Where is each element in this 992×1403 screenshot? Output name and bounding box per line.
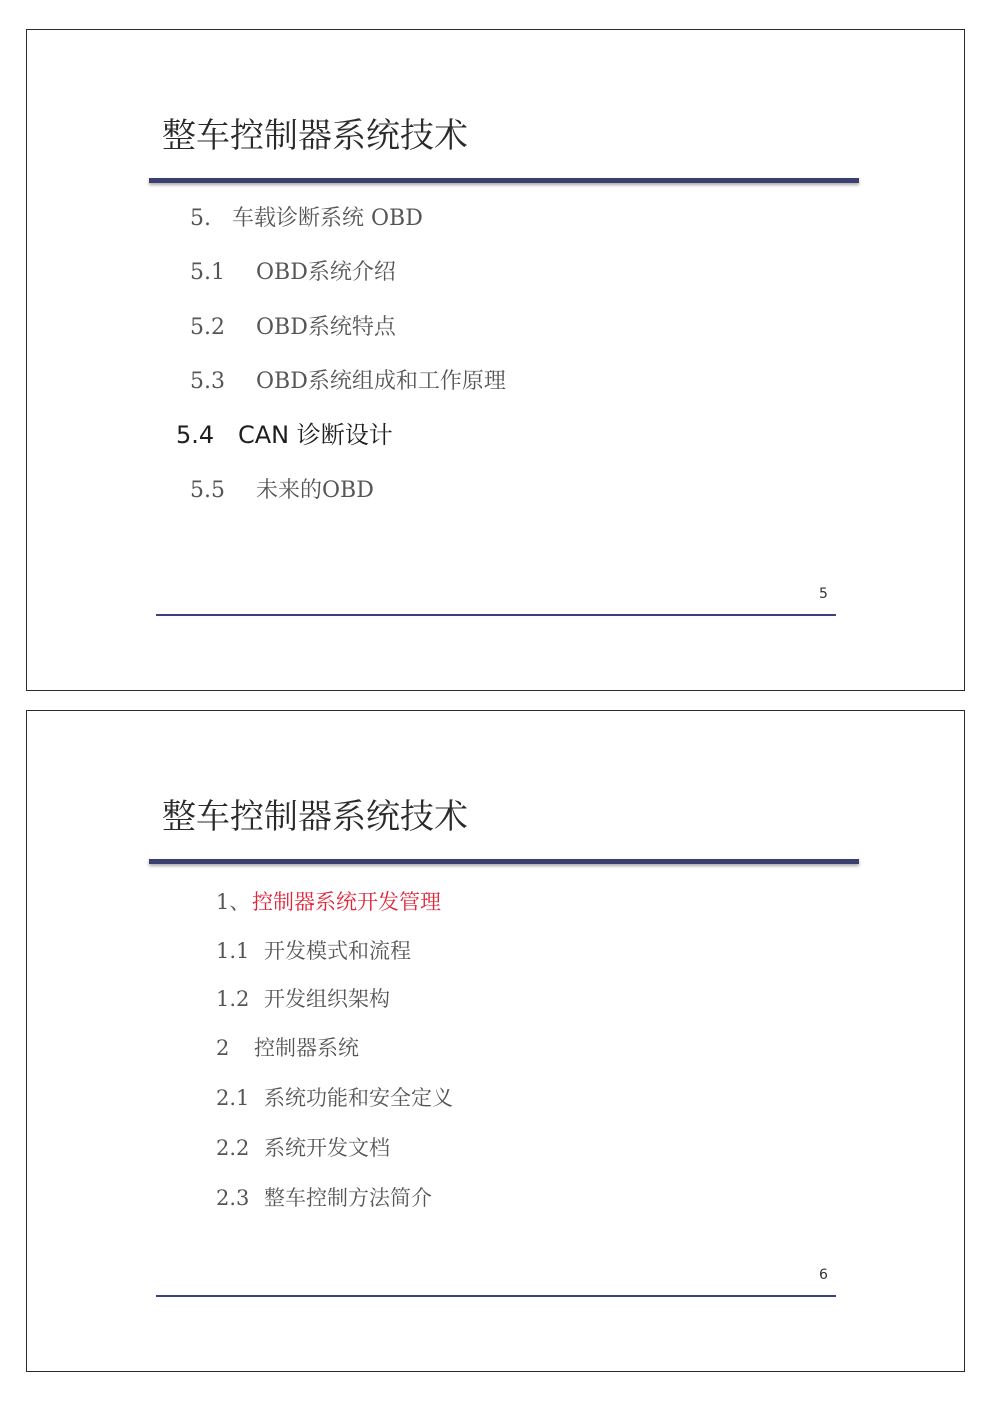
slide-title: 整车控制器系统技术	[162, 116, 468, 156]
item-label: OBD系统特点	[256, 315, 396, 340]
title-divider	[149, 859, 859, 864]
item-label: 开发组织架构	[264, 987, 390, 1011]
item-number: 1.1	[216, 939, 250, 963]
item-label: 系统功能和安全定义	[264, 1086, 453, 1110]
footer-divider	[156, 1295, 836, 1297]
item-number: 5.1	[190, 260, 225, 285]
outline-item-5-1	[190, 258, 396, 288]
outline-item-2-1	[216, 1083, 453, 1113]
item-label: OBD系统介绍	[256, 260, 396, 285]
item-label: OBD系统组成和工作原理	[256, 369, 506, 394]
item-number: 1.2	[216, 987, 250, 1011]
item-number: 5.	[190, 206, 211, 231]
item-number: 2	[216, 1036, 230, 1060]
item-label-highlighted: 控制器系统开发管理	[252, 890, 441, 914]
item-number: 5.4	[176, 421, 215, 449]
outline-item-5-2	[190, 313, 396, 343]
page-number: 6	[819, 1267, 828, 1283]
outline-item-2-2	[216, 1133, 390, 1163]
outline-item-5-5	[190, 476, 374, 506]
outline-item-5-4	[176, 420, 393, 450]
item-label: 开发模式和流程	[264, 939, 411, 963]
title-divider	[149, 178, 859, 183]
item-number: 5.2	[190, 315, 225, 340]
outline-item-2-3	[216, 1183, 432, 1213]
outline-item-5-3	[190, 367, 506, 397]
footer-divider	[156, 614, 836, 616]
item-number: 2.1	[216, 1086, 250, 1110]
item-label: 未来的OBD	[256, 478, 374, 503]
outline-item-1	[216, 887, 441, 917]
item-label: 系统开发文档	[264, 1136, 390, 1160]
item-label: 车载诊断系统 OBD	[232, 206, 423, 231]
item-number: 2.3	[216, 1186, 250, 1210]
item-label: CAN 诊断设计	[238, 421, 393, 449]
outline-item-2	[216, 1033, 359, 1063]
item-label: 控制器系统	[254, 1036, 359, 1060]
slide-title: 整车控制器系统技术	[162, 797, 468, 837]
outline-item-1-2	[216, 984, 390, 1014]
outline-item-1-1	[216, 936, 411, 966]
slide-page-5	[26, 29, 965, 691]
page-number: 5	[819, 586, 828, 602]
item-number: 5.3	[190, 369, 225, 394]
slide-page-6	[26, 710, 965, 1372]
item-label: 整车控制方法简介	[264, 1186, 432, 1210]
item-number: 5.5	[190, 478, 225, 503]
item-number: 1、	[216, 890, 251, 914]
item-number: 2.2	[216, 1136, 250, 1160]
outline-item-5	[190, 204, 423, 234]
